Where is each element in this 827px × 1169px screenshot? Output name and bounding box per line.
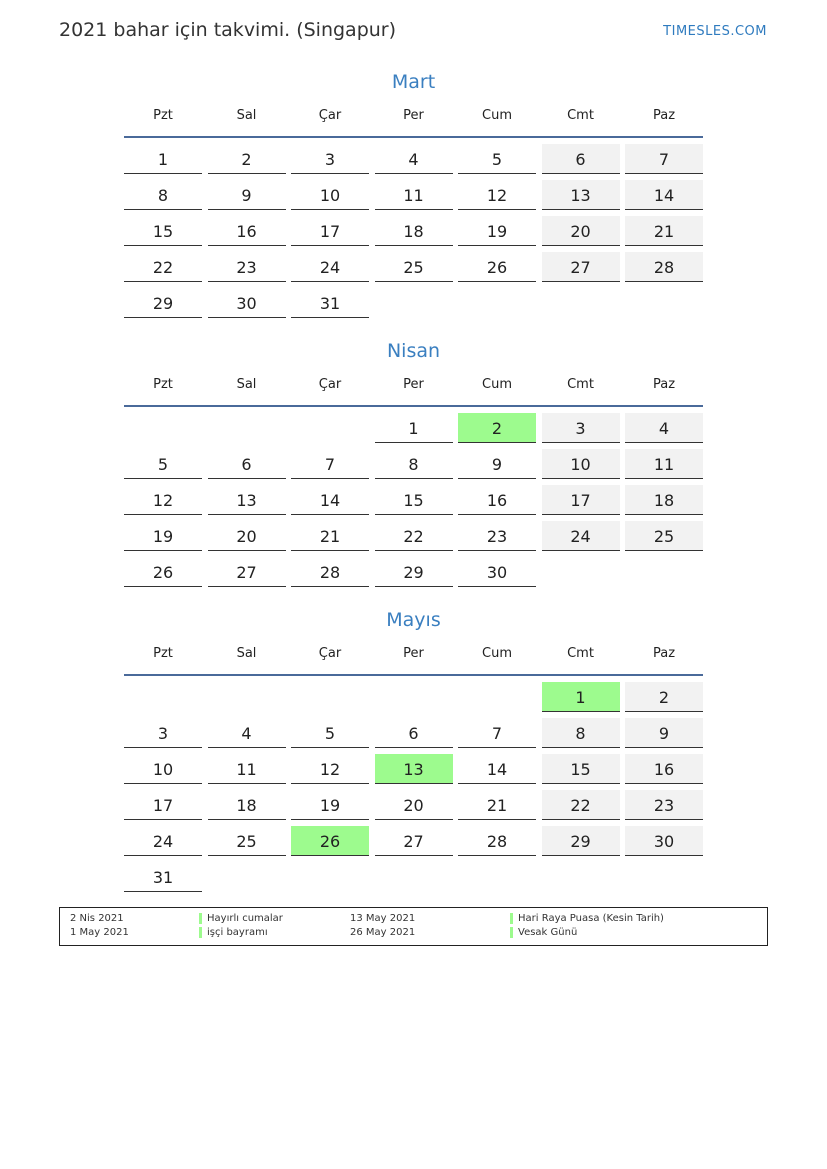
day-cell: 1 <box>375 413 453 443</box>
day-cell: 25 <box>375 252 453 282</box>
holiday-day-cell: 1 <box>542 682 620 712</box>
day-cell: 7 <box>291 449 369 479</box>
day-cell: 2 <box>208 144 286 174</box>
day-cell: 11 <box>208 754 286 784</box>
holiday-day-cell: 13 <box>375 754 453 784</box>
day-cell: 20 <box>542 216 620 246</box>
day-cell: 5 <box>458 144 536 174</box>
day-cell: 16 <box>208 216 286 246</box>
day-cell: 12 <box>458 180 536 210</box>
weekday-label: Cmt <box>567 646 594 661</box>
weekday-label: Per <box>403 646 424 661</box>
day-cell: 25 <box>208 826 286 856</box>
day-cell: 17 <box>542 485 620 515</box>
day-cell: 9 <box>208 180 286 210</box>
page-title: 2021 bahar için takvimi. (Singapur) <box>59 19 397 41</box>
day-cell: 23 <box>625 790 703 820</box>
day-cell: 28 <box>291 557 369 587</box>
weekday-label: Sal <box>236 646 257 661</box>
day-cell: 17 <box>124 790 202 820</box>
day-cell: 14 <box>625 180 703 210</box>
day-cell: 8 <box>375 449 453 479</box>
legend-holiday-name: işçi bayramı <box>207 927 268 938</box>
day-cell: 3 <box>542 413 620 443</box>
weekday-label: Çar <box>318 108 342 123</box>
day-cell: 30 <box>625 826 703 856</box>
day-cell: 6 <box>375 718 453 748</box>
day-cell: 4 <box>208 718 286 748</box>
day-cell: 21 <box>458 790 536 820</box>
day-cell: 24 <box>124 826 202 856</box>
day-cell: 9 <box>625 718 703 748</box>
day-cell: 19 <box>291 790 369 820</box>
brand-link[interactable]: TIMESLES.COM <box>663 24 767 39</box>
day-cell: 13 <box>208 485 286 515</box>
day-cell: 22 <box>542 790 620 820</box>
day-cell: 18 <box>625 485 703 515</box>
weekday-label: Paz <box>652 377 676 392</box>
legend-holiday-name: Vesak Günü <box>518 927 578 938</box>
day-cell: 20 <box>208 521 286 551</box>
day-cell: 31 <box>124 862 202 892</box>
day-cell: 27 <box>542 252 620 282</box>
holiday-marker <box>510 913 513 924</box>
day-cell: 28 <box>458 826 536 856</box>
legend-date: 26 May 2021 <box>350 927 416 938</box>
weekday-label: Cum <box>482 377 512 392</box>
day-cell: 30 <box>208 288 286 318</box>
holiday-marker <box>199 927 202 938</box>
weekday-label: Sal <box>236 108 257 123</box>
day-cell: 23 <box>208 252 286 282</box>
day-cell: 1 <box>124 144 202 174</box>
weekday-header <box>124 96 703 138</box>
day-cell: 2 <box>625 682 703 712</box>
day-cell: 15 <box>124 216 202 246</box>
legend-date: 2 Nis 2021 <box>70 913 124 924</box>
weekday-header <box>124 634 703 676</box>
day-cell: 6 <box>542 144 620 174</box>
day-cell: 21 <box>291 521 369 551</box>
weekday-label: Per <box>403 108 424 123</box>
weekday-label: Paz <box>652 108 676 123</box>
day-cell: 12 <box>291 754 369 784</box>
day-cell: 6 <box>208 449 286 479</box>
day-cell: 19 <box>458 216 536 246</box>
day-cell: 20 <box>375 790 453 820</box>
day-cell: 18 <box>208 790 286 820</box>
day-cell: 3 <box>291 144 369 174</box>
day-cell: 11 <box>375 180 453 210</box>
day-cell: 27 <box>375 826 453 856</box>
weekday-label: Pzt <box>153 108 173 123</box>
legend-holiday-name: Hayırlı cumalar <box>207 913 283 924</box>
month-block <box>124 337 703 582</box>
day-cell: 21 <box>625 216 703 246</box>
day-cell: 12 <box>124 485 202 515</box>
weekday-label: Çar <box>318 646 342 661</box>
day-cell: 22 <box>375 521 453 551</box>
day-cell: 5 <box>291 718 369 748</box>
day-cell: 15 <box>375 485 453 515</box>
day-cell: 17 <box>291 216 369 246</box>
day-cell: 29 <box>375 557 453 587</box>
day-cell: 14 <box>291 485 369 515</box>
month-title: Mayıs <box>386 609 441 631</box>
day-cell: 18 <box>375 216 453 246</box>
day-cell: 13 <box>542 180 620 210</box>
day-cell: 24 <box>542 521 620 551</box>
day-cell: 25 <box>625 521 703 551</box>
legend-date: 13 May 2021 <box>350 913 416 924</box>
holiday-marker <box>510 927 513 938</box>
day-cell: 26 <box>124 557 202 587</box>
day-cell: 3 <box>124 718 202 748</box>
month-title: Nisan <box>386 340 441 362</box>
weekday-label: Pzt <box>153 377 173 392</box>
day-cell: 11 <box>625 449 703 479</box>
day-cell: 4 <box>375 144 453 174</box>
weekday-label: Cmt <box>567 377 594 392</box>
weekday-label: Cum <box>482 108 512 123</box>
day-cell: 22 <box>124 252 202 282</box>
day-cell: 29 <box>124 288 202 318</box>
month-block <box>124 68 703 313</box>
day-cell: 9 <box>458 449 536 479</box>
legend-date: 1 May 2021 <box>70 927 129 938</box>
day-cell: 30 <box>458 557 536 587</box>
weekday-label: Per <box>403 377 424 392</box>
weekday-header <box>124 365 703 407</box>
day-cell: 5 <box>124 449 202 479</box>
day-cell: 7 <box>458 718 536 748</box>
day-cell: 16 <box>458 485 536 515</box>
day-cell: 8 <box>542 718 620 748</box>
weekday-label: Sal <box>236 377 257 392</box>
weekday-label: Pzt <box>153 646 173 661</box>
day-cell: 10 <box>124 754 202 784</box>
day-cell: 19 <box>124 521 202 551</box>
weekday-label: Paz <box>652 646 676 661</box>
day-cell: 15 <box>542 754 620 784</box>
holiday-marker <box>199 913 202 924</box>
legend-holiday-name: Hari Raya Puasa (Kesin Tarih) <box>518 913 664 924</box>
weekday-label: Cum <box>482 646 512 661</box>
weekday-label: Çar <box>318 377 342 392</box>
month-title: Mart <box>391 71 436 93</box>
holiday-day-cell: 2 <box>458 413 536 443</box>
day-cell: 23 <box>458 521 536 551</box>
holiday-day-cell: 26 <box>291 826 369 856</box>
month-block <box>124 606 703 887</box>
holiday-legend <box>59 907 768 946</box>
day-cell: 10 <box>542 449 620 479</box>
day-cell: 16 <box>625 754 703 784</box>
day-cell: 24 <box>291 252 369 282</box>
day-cell: 4 <box>625 413 703 443</box>
day-cell: 29 <box>542 826 620 856</box>
weekday-label: Cmt <box>567 108 594 123</box>
day-cell: 7 <box>625 144 703 174</box>
day-cell: 14 <box>458 754 536 784</box>
day-cell: 28 <box>625 252 703 282</box>
day-cell: 31 <box>291 288 369 318</box>
day-cell: 8 <box>124 180 202 210</box>
day-cell: 10 <box>291 180 369 210</box>
day-cell: 26 <box>458 252 536 282</box>
day-cell: 27 <box>208 557 286 587</box>
